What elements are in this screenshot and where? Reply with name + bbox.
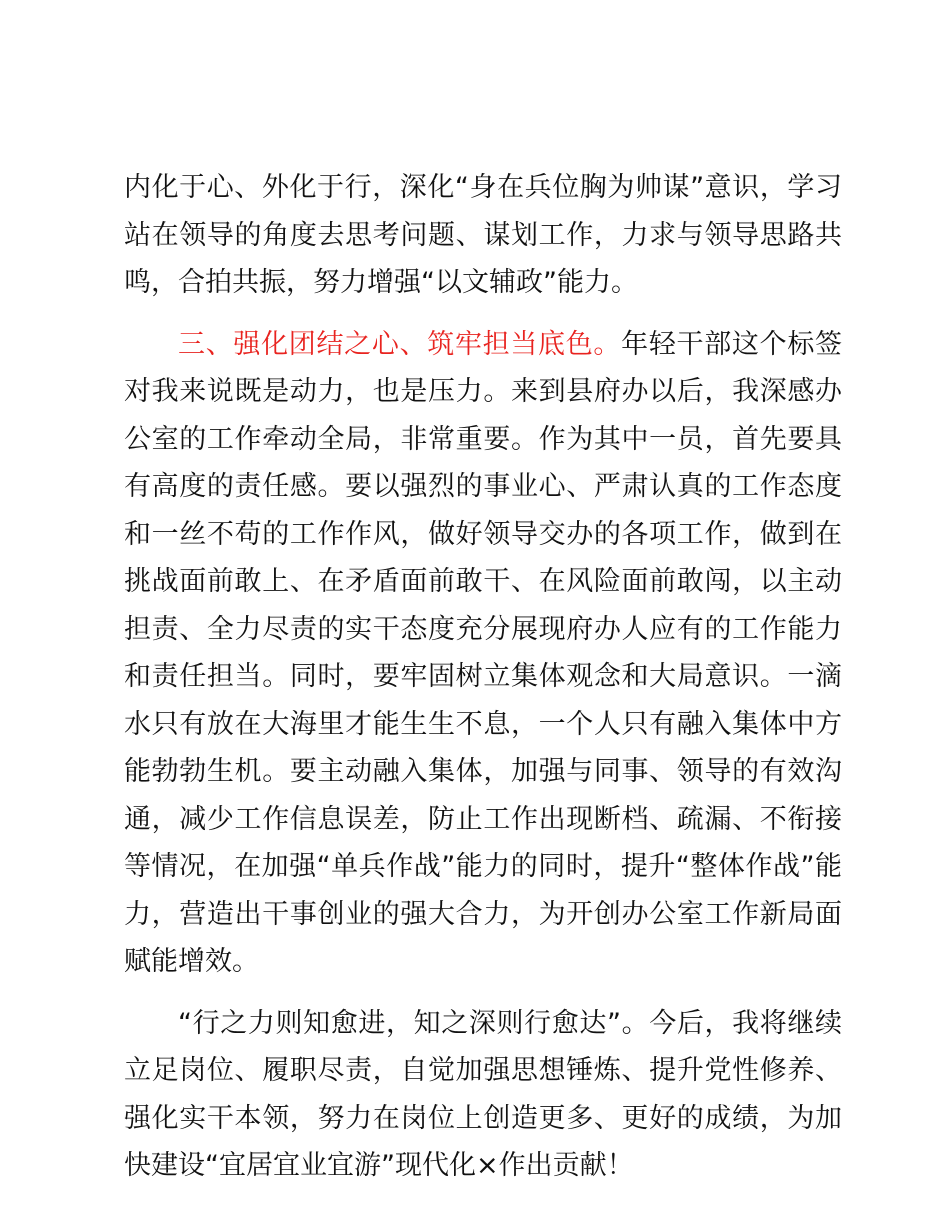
closing-paragraph [124, 1000, 842, 1190]
paragraph-continuation [124, 164, 842, 307]
paragraph-text: 内化于心、外化于行，深化“身在兵位胸为帅谋”意识，学习站在领导的角度去思考问题、谋划工作，力求与领导思路共鸣，合拍共振，努力增强“以文辅政”能力。 [124, 172, 842, 298]
section-three-paragraph [124, 321, 842, 986]
document-body [124, 164, 842, 1204]
closing-text: “行之力则知愈进，知之深则行愈达”。今后，我将继续立足岗位、履职尽责，自觉加强思想锤炼、提升党性修养、强化实干本领，努力在岗位上创造更多、更好的成绩，为加快建设“宜居宜业宜游”现代化×作出贡献！ [124, 1007, 842, 1181]
section-body-text: 年轻干部这个标签对我来说既是动力，也是压力。来到县府办以后，我深感办公室的工作牵动全局，非常重要。作为其中一员，首先要具有高度的责任感。要以强烈的事业心、严肃认真的工作态度和一丝不苟的工作作风，做好领导交办的各项工作，做到在挑战面前敢上、在矛盾面前敢干、在风险面前敢闯，以主动担责、全力尽责的实干态度充分展现府办人应有的工作能力和责任担当。同时，要牢固树立集体观念和大局意识。一滴水只有放在大海里才能生生不息，一个人只有融入集体中方能勃勃生机。要主动融入集体，加强与同事、领导的有效沟通，减少工作信息误差，防止工作出现断档、疏漏、不衔接等情况，在加强“单兵作战”能力的同时，提升“整体作战”能力，营造出干事创业的强大合力，为开创办公室工作新局面赋能增效。 [124, 328, 843, 977]
section-heading: 三、强化团结之心、筑牢担当底色。 [178, 328, 622, 360]
